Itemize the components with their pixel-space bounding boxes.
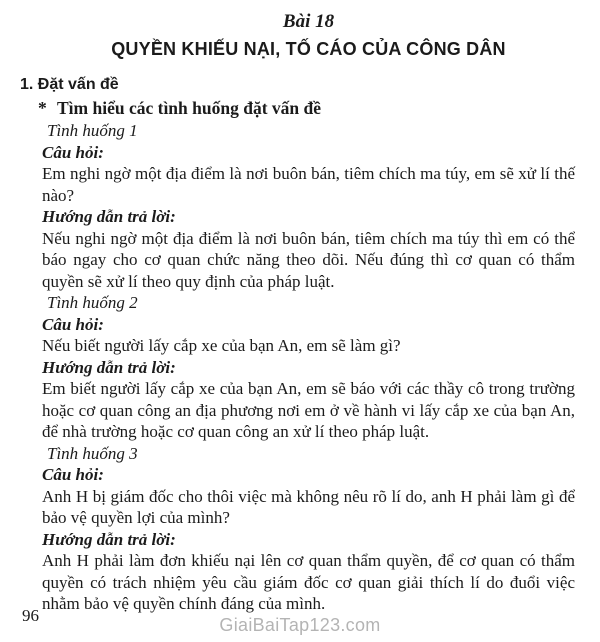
answer-text: Anh H phải làm đơn khiếu nại lên cơ quan thẩm quyền, để cơ quan có thẩm quyền có trách nhiệm yêu cầu giám đốc cơ quan giải thích lí do đuổi việc nhằm bảo vệ quyền chính đáng của mình. bbox=[42, 551, 575, 613]
watermark: GiaiBaiTap123.com bbox=[219, 615, 381, 635]
asterisk-bullet: * bbox=[38, 98, 47, 118]
answer-text: Nếu nghi ngờ một địa điểm là nơi buôn bán, tiêm chích ma túy thì em có thể báo ngay cho cơ quan chức năng theo dõi. Nếu đúng thì cơ quan có thẩm quyền sẽ xử lí theo quy định của pháp luật. bbox=[42, 228, 575, 291]
question-label: Câu hỏi: bbox=[42, 314, 104, 334]
answer-label: Hướng dẫn trả lời: bbox=[42, 357, 176, 377]
situation-label: Tình huống 2 bbox=[47, 293, 138, 312]
question-label: Câu hỏi: bbox=[42, 142, 104, 162]
answer-label: Hướng dẫn trả lời: bbox=[42, 207, 176, 226]
answer-text: Em biết người lấy cắp xe của bạn An, em sẽ báo với các thầy cô trong trường hoặc cơ quan công an địa phương nơi em ở về hành vi lấy cắp xe của bạn An, để nhà trường hoặc cơ quan công an xử lí theo pháp luật. bbox=[42, 379, 575, 441]
situation-label: Tình huống 1 bbox=[47, 121, 138, 140]
question-text: Em nghi ngờ một địa điểm là nơi buôn bán, tiêm chích ma túy, em sẽ xử lí thế nào? bbox=[42, 164, 575, 205]
question-text: Nếu biết người lấy cắp xe của bạn An, em sẽ làm gì? bbox=[42, 336, 401, 355]
situation-block-2 bbox=[42, 292, 575, 443]
subsection-heading bbox=[38, 97, 575, 120]
situation-label: Tình huống 3 bbox=[47, 443, 138, 463]
answer-label: Hướng dẫn trả lời: bbox=[42, 529, 176, 549]
question-label: Câu hỏi: bbox=[42, 465, 104, 484]
section-heading: 1. Đặt vấn đề bbox=[20, 76, 119, 93]
lesson-label: Bài 18 bbox=[282, 11, 335, 32]
page-number: 96 bbox=[22, 606, 39, 625]
situation-block-1 bbox=[42, 120, 575, 292]
question-text: Anh H bị giám đốc cho thôi việc mà không nêu rõ lí do, anh H phải làm gì để bảo vệ quyền lợi của mình? bbox=[42, 486, 575, 527]
situation-block-3 bbox=[42, 443, 575, 615]
page-title: QUYỀN KHIẾU NẠI, TỐ CÁO CỦA CÔNG DÂN bbox=[111, 39, 506, 59]
subsection-heading-text: Tìm hiểu các tình huống đặt vấn đề bbox=[57, 98, 322, 118]
